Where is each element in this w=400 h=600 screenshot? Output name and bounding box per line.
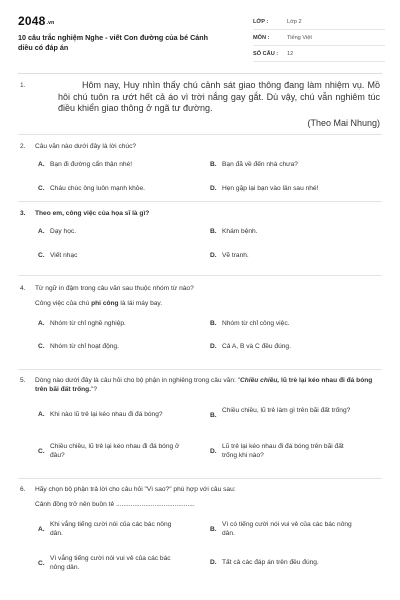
option-c[interactable] [38, 343, 185, 352]
question-divider [18, 369, 382, 370]
question-text: Từ ngữ in đậm trong câu văn sau thuộc nhóm từ nào? [35, 285, 194, 292]
meta-label: SỐ CÂU : [253, 50, 279, 57]
question-text: Hãy chọn bộ phận trả lời cho câu hỏi "Vì sao?" phù hợp với câu sau: [35, 486, 236, 493]
option-letter: B. [210, 228, 217, 235]
option-text: Chiều chiều, lũ trẻ làm gì trên bãi đất trống? [222, 407, 351, 414]
option-b[interactable] [210, 228, 357, 237]
meta-row-count [253, 46, 385, 62]
option-letter: A. [38, 320, 45, 327]
option-letter: D. [210, 448, 217, 455]
question-divider [18, 134, 382, 135]
question-3 [20, 209, 382, 264]
header-divider [18, 73, 382, 74]
option-letter: B. [210, 526, 217, 533]
meta-value: Lớp 2 [287, 18, 302, 25]
option-a[interactable] [38, 411, 185, 420]
option-d[interactable] [210, 185, 357, 194]
option-c[interactable] [38, 185, 185, 194]
option-text: Bạn đã về đến nhà chưa? [222, 161, 298, 168]
option-a[interactable] [38, 320, 185, 329]
option-text: Hẹn gặp lại bạn vào lần sau nhé! [222, 185, 319, 192]
question-2 [20, 142, 382, 197]
question-1 [20, 80, 380, 128]
option-text: Khi vắng tiếng cười nói của các bác nông dân. [50, 521, 172, 537]
meta-value: Tiếng Việt [287, 34, 312, 41]
option-d[interactable] [210, 443, 357, 460]
question-divider [18, 275, 382, 276]
option-letter: C. [38, 343, 45, 350]
question-number: 1. [20, 82, 26, 89]
question-divider [18, 201, 382, 202]
question-6 [20, 485, 382, 575]
document-title: 10 câu trắc nghiệm Nghe - viết Con đường của bé Cánh diều có đáp án [18, 33, 209, 52]
option-d[interactable] [210, 252, 357, 261]
question-5 [20, 376, 382, 462]
option-b[interactable] [210, 521, 357, 538]
option-text: Cả A, B và C đều đúng. [222, 343, 291, 350]
option-letter: A. [38, 228, 45, 235]
question-number: 2. [20, 143, 26, 150]
meta-label: MÔN : [253, 34, 270, 41]
option-letter: A. [38, 526, 45, 533]
option-letter: D. [210, 559, 217, 566]
option-text: Bạn đi đường cẩn thận nhé! [50, 161, 133, 168]
option-text: Tất cả các đáp án trên đều đúng. [222, 559, 319, 566]
question-number: 4. [20, 285, 26, 292]
meta-row-class [253, 14, 385, 30]
question-number: 6. [20, 486, 26, 493]
example-text: Công việc của chú [35, 300, 92, 307]
bold-phrase: lũ trẻ lại kéo nhau đi đá bóng trên bãi đất trống. [35, 377, 373, 393]
option-b[interactable] [210, 161, 357, 170]
option-text: Vì có tiếng cười nói vui vẻ của các bác nông dân. [222, 521, 352, 537]
option-text: Khi nào lũ trẻ lại kéo nhau đi đá bóng? [50, 411, 163, 418]
question-divider [18, 478, 382, 479]
option-c[interactable] [38, 252, 185, 261]
meta-row-subject [253, 30, 385, 46]
passage-source: (Theo Mai Nhung) [307, 117, 380, 128]
question-text: Theo em, công việc của họa sĩ là gì? [35, 210, 150, 217]
option-letter: B. [210, 161, 217, 168]
option-text: Lũ trẻ lại kéo nhau đi đá bóng trên bãi đất trống khi nào? [222, 443, 344, 459]
option-text: Chiều chiều, lũ trẻ lại kéo nhau đi đá bóng ở đâu? [50, 443, 180, 459]
option-a[interactable] [38, 161, 185, 170]
option-text: Vì vắng tiếng cười nói vui vẻ của các bác nông dân. [50, 555, 171, 571]
option-c[interactable] [38, 443, 185, 460]
question-number: 3. [20, 210, 26, 217]
option-text: Nhóm từ chỉ nghề nghiệp. [50, 320, 126, 327]
site-logo[interactable] [18, 14, 54, 28]
option-d[interactable] [210, 559, 357, 568]
reading-passage: Hôm nay, Huy nhìn thấy chú cảnh sát giao thông đang làm nhiệm vụ. Mồ hôi chú tuôn ra ướt hết cả áo vì trời nắng gay gắt. Dù vậy, chú vẫn nghiêm túc điều khiển giao thông ở ngã tư đường. [58, 80, 380, 113]
option-letter: A. [38, 161, 45, 168]
question-text: Câu văn nào dưới đây là lời chúc? [35, 143, 137, 150]
option-letter: C. [38, 560, 45, 567]
option-text: Nhóm từ chỉ công việc. [222, 320, 290, 327]
example-text: là lái máy bay. [118, 300, 163, 307]
question-text-part: "? [91, 386, 98, 393]
option-letter: D. [210, 185, 217, 192]
option-letter: C. [38, 448, 45, 455]
option-text: Vẽ tranh. [222, 252, 249, 259]
option-letter: C. [38, 252, 45, 259]
option-c[interactable] [38, 555, 185, 572]
option-letter: B. [210, 320, 217, 327]
question-text-part: Dòng nào dưới đây là câu hỏi cho bộ phận in nghiêng trong câu văn: " [35, 377, 241, 384]
logo-suffix: .vn [46, 20, 55, 26]
option-text: Cháu chúc ông luôn mạnh khỏe. [50, 185, 145, 192]
example-sentence: Cảnh đồng trở nên buồn tẻ ........................................... [35, 501, 195, 508]
meta-label: LỚP : [253, 18, 269, 25]
option-b[interactable] [210, 407, 357, 424]
italic-phrase: Chiều chiều, [240, 377, 280, 384]
question-text [35, 376, 382, 394]
question-number: 5. [20, 377, 26, 384]
option-text: Viết nhạc [50, 252, 78, 259]
option-letter: B. [210, 412, 217, 419]
option-a[interactable] [38, 521, 185, 538]
option-b[interactable] [210, 320, 357, 329]
option-letter: D. [210, 343, 217, 350]
meta-value: 12 [287, 50, 294, 57]
option-text: Nhóm từ chỉ hoạt động. [50, 343, 119, 350]
option-letter: A. [38, 411, 45, 418]
question-4 [20, 284, 382, 354]
header [0, 0, 400, 68]
highlighted-word: phi công [91, 300, 119, 307]
option-text: Khám bệnh. [222, 228, 258, 235]
option-letter: C. [38, 185, 45, 192]
logo-text: 2048 [18, 14, 46, 28]
option-letter: D. [210, 252, 217, 259]
meta-table [253, 14, 385, 62]
option-text: Dạy học. [50, 228, 77, 235]
option-a[interactable] [38, 228, 185, 237]
option-d[interactable] [210, 343, 357, 352]
example-sentence [35, 299, 382, 308]
